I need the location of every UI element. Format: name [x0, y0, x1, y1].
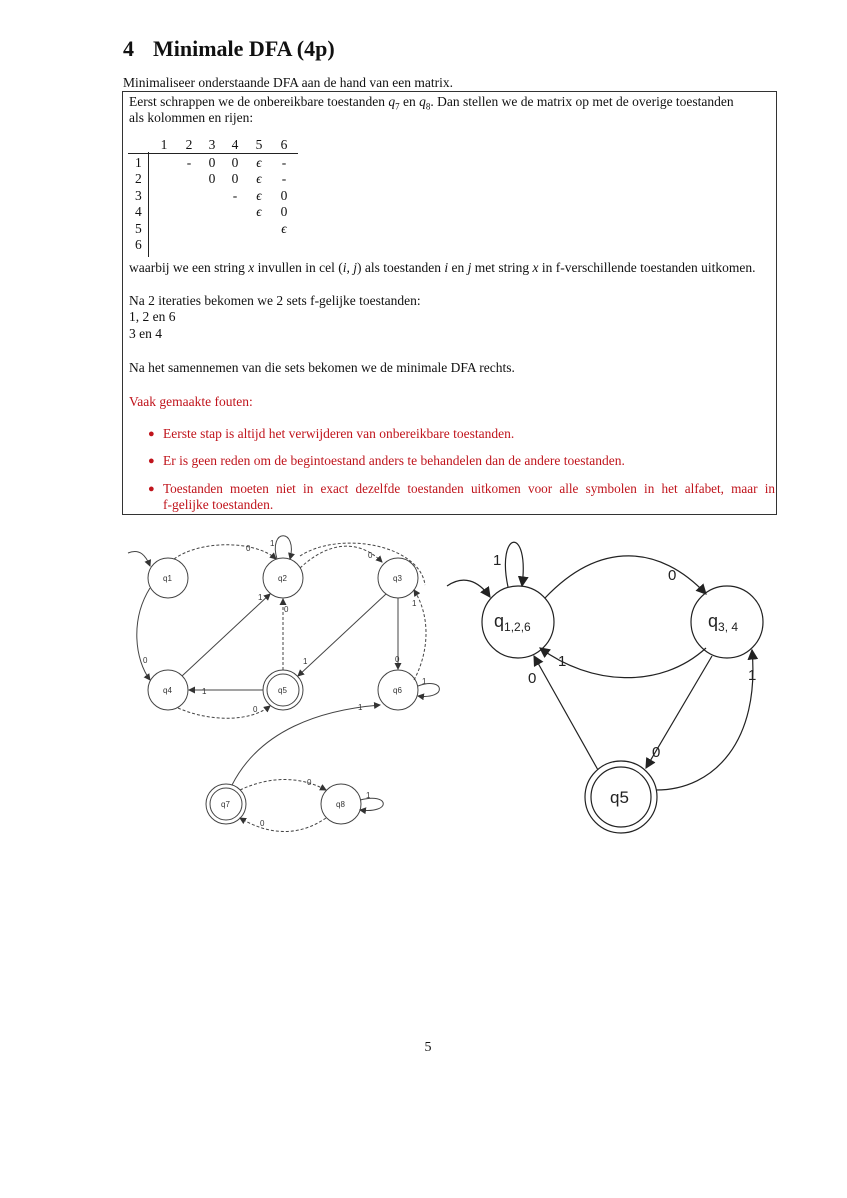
set-1: 1, 2 en 6 [129, 309, 176, 324]
text-fragment: invullen in cel ( [257, 260, 343, 275]
matrix-col-header: 1 [160, 137, 168, 152]
matrix-cell: - [186, 155, 192, 170]
matrix-row-header: 2 [135, 171, 142, 186]
edge-label: 1 [303, 657, 308, 666]
text-fragment: ) als toestanden [356, 260, 441, 275]
edge-label: 1 [493, 552, 502, 569]
task-description: Minimaliseer onderstaande DFA aan de hand van een matrix. [123, 75, 454, 90]
edge-label: 1 [558, 653, 567, 670]
matrix-cell: 0 [231, 171, 239, 186]
matrix-cell: - [281, 171, 287, 186]
matrix-cell: ϵ [281, 221, 287, 236]
set-2: 3 en 4 [129, 326, 162, 341]
text-fragment: en [403, 94, 416, 109]
matrix-row-header: 6 [135, 237, 142, 252]
matrix-cell: - [281, 155, 287, 170]
state-q7: q [388, 94, 396, 109]
state-q3-label: q3 [393, 574, 402, 583]
edge-label: 1 [366, 791, 371, 800]
edge-label: 0 [307, 778, 312, 787]
matrix-col-header: 6 [280, 137, 288, 152]
text-fragment: x [532, 260, 539, 275]
matrix-cell: 0 [208, 155, 216, 170]
matrix-col-header: 2 [185, 137, 193, 152]
matrix-cell: ϵ [256, 171, 262, 186]
bullet-icon: ● [148, 428, 155, 440]
matrix-row-header: 4 [135, 204, 142, 219]
bullet-icon: ● [148, 483, 155, 495]
matrix-cell: ϵ [256, 155, 262, 170]
matrix-cell: 0 [280, 188, 288, 203]
min-edge-q5-q34 [656, 650, 753, 790]
mistake-item: Er is geen reden om de begintoestand anders te behandelen dan de andere toestanden. [163, 453, 625, 468]
text-fragment: j [467, 260, 472, 275]
edge-label: 0 [253, 705, 258, 714]
iterations-text: Na 2 iteraties bekomen we 2 sets f-gelijke toestanden: [129, 293, 421, 308]
matrix-cell: 0 [280, 204, 288, 219]
text-fragment: en [451, 260, 465, 275]
text-fragment: in f-verschillende toestanden uitkomen. [541, 260, 756, 275]
mistakes-title: Vaak gemaakte fouten: [129, 394, 253, 409]
matrix-row-header: 5 [135, 221, 142, 236]
edge-label: 0 [246, 544, 251, 553]
mistake-item: Toestanden moeten niet in exact dezelfde toestanden uitkomen voor alle symbolen in het alfabet, maar in [163, 481, 775, 496]
text-fragment: waarbij we een string [129, 260, 245, 275]
min-edge-q5-q126 [534, 656, 598, 770]
state-q8-sub: 8 [425, 101, 431, 112]
mistake-item: Eerste stap is altijd het verwijderen van onbereikbare toestanden. [163, 426, 515, 441]
state-q5-label: q5 [278, 686, 287, 695]
min-start-arrow [447, 580, 490, 597]
text-fragment: . Dan stellen we de matrix op met de overige toestanden [430, 94, 734, 109]
state-q4-label: q4 [163, 686, 172, 695]
text-fragment: x [248, 260, 255, 275]
state-q8: q [419, 94, 426, 109]
state-q6-label: q6 [393, 686, 402, 695]
matrix-col-header: 5 [255, 137, 263, 152]
edge-label: 0 [260, 819, 265, 828]
matrix-row-header: 1 [135, 155, 142, 170]
text-fragment: met string [474, 260, 530, 275]
edge-label: 1 [258, 593, 263, 602]
matrix-cell: ϵ [256, 188, 262, 203]
state-q34-label: $q_{3, 4}$ [708, 611, 739, 634]
conclusion-text: Na het samennemen van die sets bekomen we de minimale DFA rechts. [129, 360, 515, 375]
text-fragment: Eerst schrappen we de onbereikbare toestanden [129, 94, 386, 109]
state-q5-label: q5 [610, 788, 629, 807]
edge-label: 0 [668, 567, 677, 584]
edge-label: 0 [143, 656, 148, 665]
section-number: 4 [123, 36, 134, 61]
min-edge-q126-q34 [545, 556, 706, 598]
matrix-row-header: 3 [135, 188, 142, 203]
answer-line-2: als kolommen en rijen: [129, 110, 254, 125]
text-fragment: i [444, 260, 449, 275]
matrix-cell: - [232, 188, 238, 203]
edge-label: 1 [422, 677, 427, 686]
edge-label: 1 [412, 599, 417, 608]
edge-label: 1 [202, 687, 207, 696]
edge-label: 0 [528, 670, 537, 687]
matrix-cell: 0 [231, 155, 239, 170]
matrix-col-header: 3 [208, 137, 216, 152]
state-q8-label: q8 [336, 800, 345, 809]
edge-label: 1 [748, 667, 757, 684]
mistake-item-continued: f-gelijke toestanden. [163, 497, 274, 512]
edge-label: 0 [652, 744, 661, 761]
state-q7-label: q7 [221, 800, 230, 809]
matrix-cell: ϵ [256, 204, 262, 219]
state-q1-label: q1 [163, 574, 172, 583]
edge-label: 1 [270, 539, 275, 548]
text-fragment: i, j [342, 260, 357, 275]
state-q7-sub: 7 [395, 101, 400, 112]
state-q126-label: $q_{1,2,6}$ [494, 611, 531, 634]
bullet-icon: ● [148, 455, 155, 467]
page-number: 5 [424, 1040, 432, 1055]
edge-label: 0 [368, 551, 373, 560]
min-loop-q126 [505, 542, 523, 587]
edge-label: 0 [284, 605, 289, 614]
matrix-cell: 0 [208, 171, 216, 186]
edge-label: 0 [395, 655, 400, 664]
matrix-col-header: 4 [231, 137, 239, 152]
state-q2-label: q2 [278, 574, 287, 583]
section-title: Minimale DFA (4p) [153, 36, 335, 61]
edge-label: 1 [358, 703, 363, 712]
